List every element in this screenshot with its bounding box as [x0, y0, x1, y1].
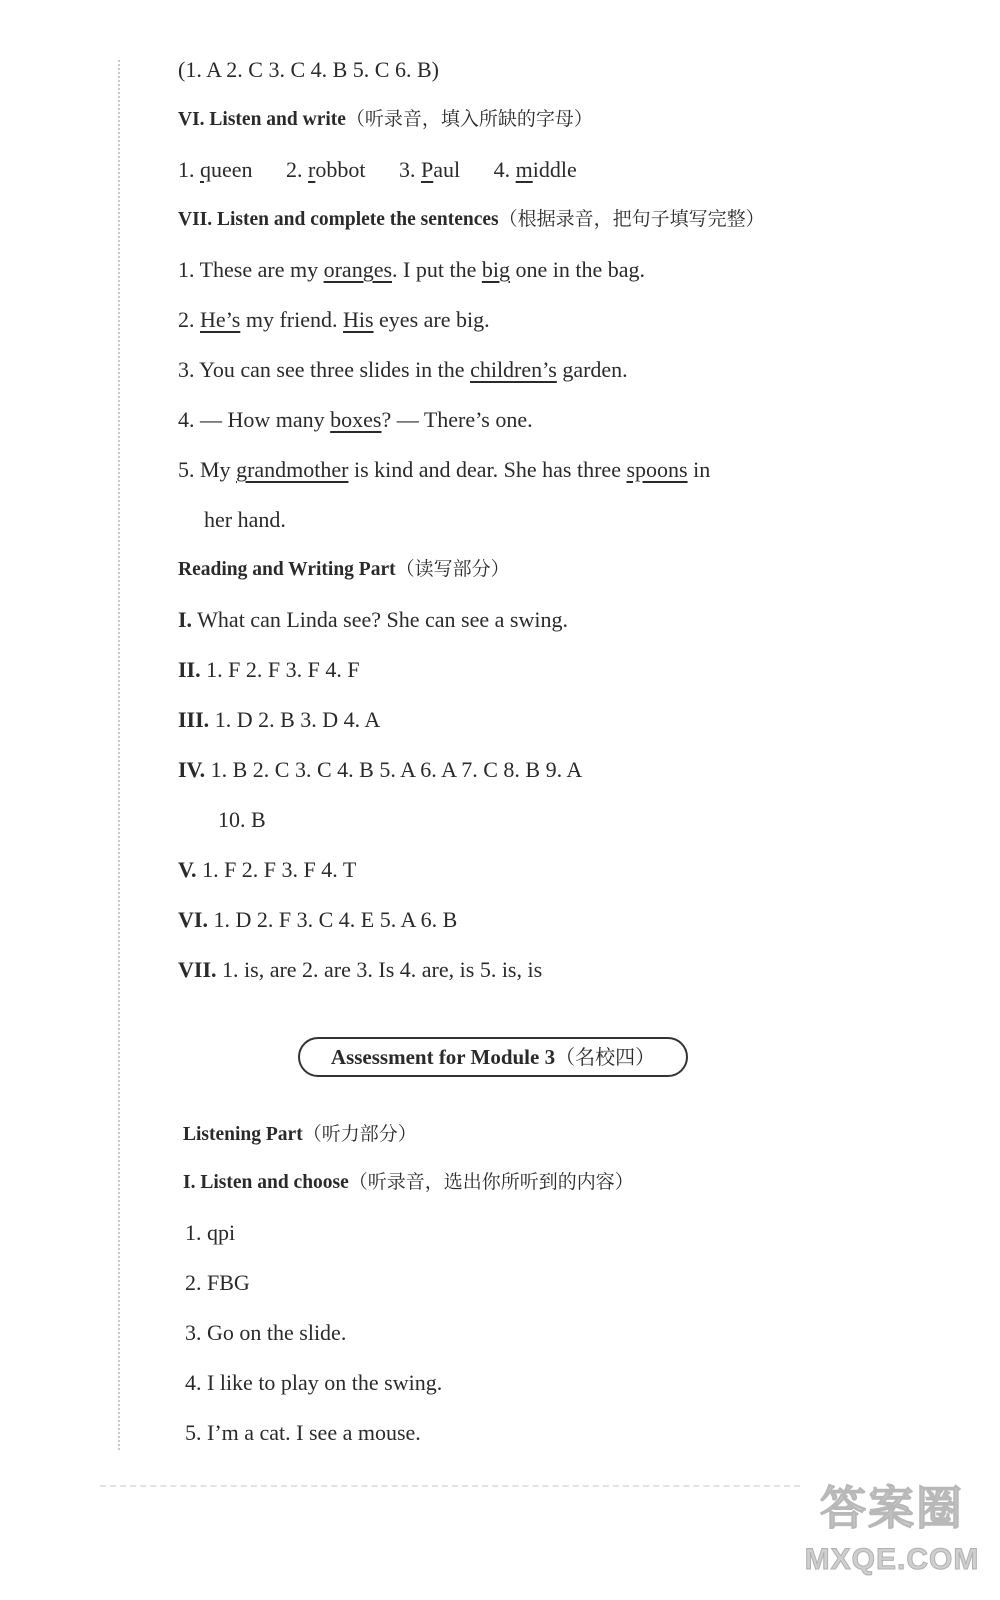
rw-item: V. 1. F 2. F 3. F 4. T: [178, 857, 357, 882]
filled-letter: r: [308, 157, 316, 182]
listen-item: 5. I’m a cat. I see a mouse.: [185, 1420, 421, 1445]
sentence-2: 2. He’s my friend. His eyes are big.: [178, 307, 490, 332]
heading-text: Reading and Writing Part: [178, 559, 396, 580]
rw-item: I. What can Linda see? She can see a swing.: [178, 607, 568, 632]
rw-item: II. 1. F 2. F 3. F 4. F: [178, 657, 360, 682]
sentence-5-continued: her hand.: [204, 507, 286, 532]
heading-cn: （听力部分）: [302, 1124, 417, 1145]
listen-choose-heading: [183, 1168, 634, 1198]
heading-text: VII. Listen and complete the sentences: [178, 209, 499, 230]
sentence-5: 5. My grandmother is kind and dear. She has three spoons in: [178, 457, 711, 482]
filled-word: boxes: [330, 407, 382, 432]
reading-writing-heading: [178, 555, 510, 585]
answers-line: (1. A 2. C 3. C 4. B 5. C 6. B): [178, 57, 439, 82]
filled-word: children’s: [470, 357, 557, 382]
watermark-logo: [802, 1478, 982, 1588]
heading-text: I. Listen and choose: [183, 1172, 349, 1193]
heading-text: VI. Listen and write: [178, 109, 346, 130]
footer-dotted-line: [100, 1485, 800, 1487]
listen-item: 2. FBG: [185, 1270, 250, 1295]
heading-cn: （读写部分）: [395, 559, 510, 580]
filled-letter: q: [200, 157, 211, 182]
badge-cn: （名校四）: [555, 1047, 656, 1069]
letters-answers: 1. queen 2. robbot 3. Paul 4. middle: [178, 157, 577, 182]
heading-text: Listening Part: [183, 1124, 303, 1145]
rw-item: VII. 1. is, are 2. are 3. Is 4. are, is 5. is, is: [178, 957, 543, 982]
filled-word: He’s: [200, 307, 241, 332]
sentence-3: 3. You can see three slides in the children’s garden.: [178, 357, 628, 382]
rw-item: III. 1. D 2. B 3. D 4. A: [178, 707, 381, 732]
filled-word: big: [481, 257, 510, 282]
sentence-4: 4. — How many boxes? — There’s one.: [178, 407, 533, 432]
listen-item: 1. qpi: [185, 1220, 236, 1245]
section-heading-complete-sentences: [178, 205, 765, 235]
watermark-text-cn: 答案圈: [820, 1483, 964, 1534]
section-heading-listen-write: [178, 105, 593, 135]
rw-item-continued: 10. B: [218, 807, 266, 832]
filled-word: grandmother: [236, 457, 349, 482]
listen-item: 3. Go on the slide.: [185, 1320, 347, 1345]
filled-word: His: [342, 307, 374, 332]
sentence-1: 1. These are my oranges. I put the big one in the bag.: [178, 257, 646, 282]
listen-item: 4. I like to play on the swing.: [185, 1370, 443, 1395]
listening-part-heading: [183, 1120, 417, 1150]
filled-letter: P: [420, 157, 434, 182]
watermark-text-url: MXQE.COM: [804, 1543, 980, 1576]
heading-cn: （根据录音，把句子填写完整）: [498, 209, 765, 230]
filled-letter: m: [515, 157, 533, 182]
filled-word: spoons: [626, 457, 688, 482]
heading-cn: （听录音，选出你所听到的内容）: [348, 1172, 634, 1193]
margin-dotted-line: [118, 60, 120, 1450]
rw-item: VI. 1. D 2. F 3. C 4. E 5. A 6. B: [178, 907, 458, 932]
filled-word: oranges: [323, 257, 393, 282]
rw-item: IV. 1. B 2. C 3. C 4. B 5. A 6. A 7. C 8. B 9. A: [178, 757, 583, 782]
assessment-title-badge: [298, 1037, 688, 1077]
badge-title: Assessment for Module 3: [330, 1045, 556, 1069]
heading-cn: （听录音，填入所缺的字母）: [345, 109, 593, 130]
